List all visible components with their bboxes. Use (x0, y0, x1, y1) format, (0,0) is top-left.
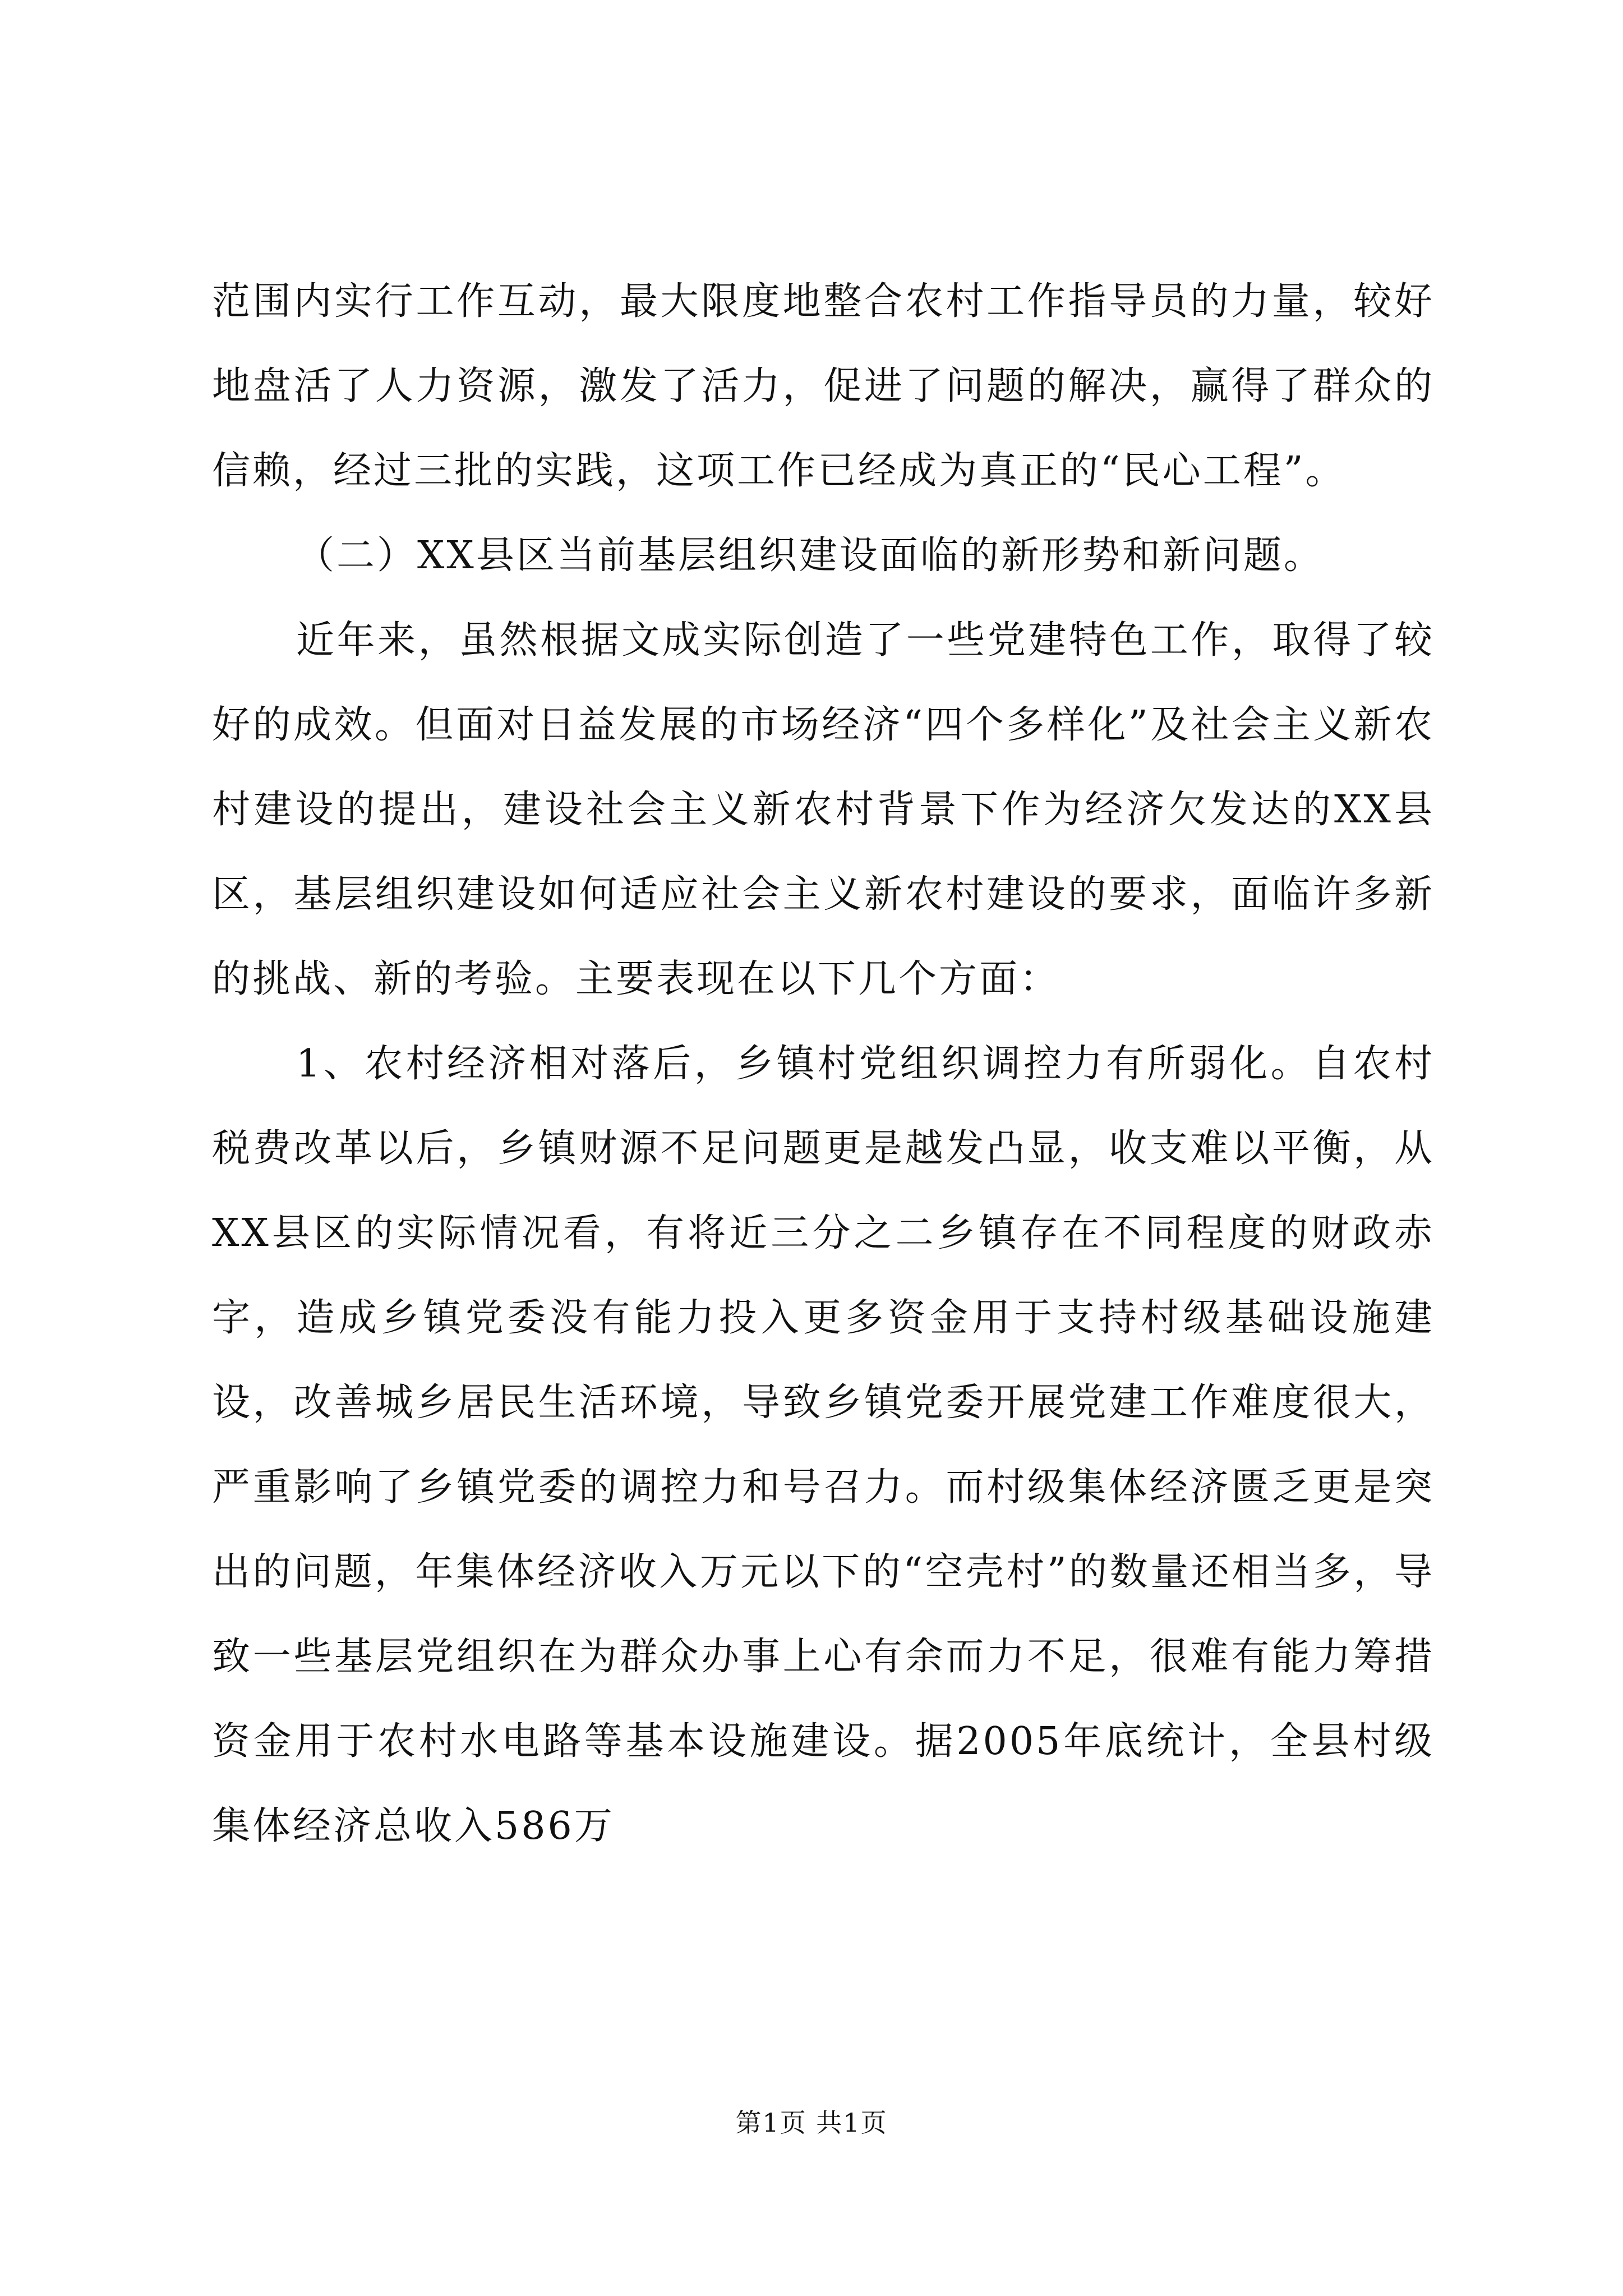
section-heading: （二）XX县区当前基层组织建设面临的新形势和新问题。 (296, 533, 1324, 578)
page-number-footer: 第1页 共1页 (735, 2108, 888, 2138)
paragraph-point-1: 1、农村经济相对落后，乡镇村党组织调控力有所弱化。自农村税费改革以后，乡镇财源不足问题更是越发凸显，收支难以平衡，从XX县区的实际情况看，有将近三分之二乡镇存在不同程度的财政赤字，造成乡镇党委没有能力投入更多资金用于支持村级基础设施建设，改善城乡居民生活环境，导致乡镇党委开展党建工作难度很大，严重影响了乡镇党委的调控力和号召力。而村级集体经济匮乏更是突出的问题，年集体经济收入万元以下的“空壳村”的数量还相当多，导致一些基层党组织在为群众办事上心有余而力不足，很难有能力筹措资金用于农村水电路等基本设施建设。据2005年底统计，全县村级集体经济总收入586万 (212, 1042, 1435, 1848)
paragraph-intro: 近年来，虽然根据文成实际创造了一些党建特色工作，取得了较好的成效。但面对日益发展的市场经济“四个多样化”及社会主义新农村建设的提出，建设社会主义新农村背景下作为经济欠发达的XX县区，基层组织建设如何适应社会主义新农村建设的要求，面临许多新的挑战、新的考验。主要表现在以下几个方面： (212, 618, 1435, 1001)
paragraph-continuation: 范围内实行工作互动，最大限度地整合农村工作指导员的力量，较好地盘活了人力资源，激发了活力，促进了问题的解决，赢得了群众的信赖，经过三批的实践，这项工作已经成为真正的“民心工程”。 (212, 279, 1435, 493)
document-body (212, 259, 1435, 1869)
